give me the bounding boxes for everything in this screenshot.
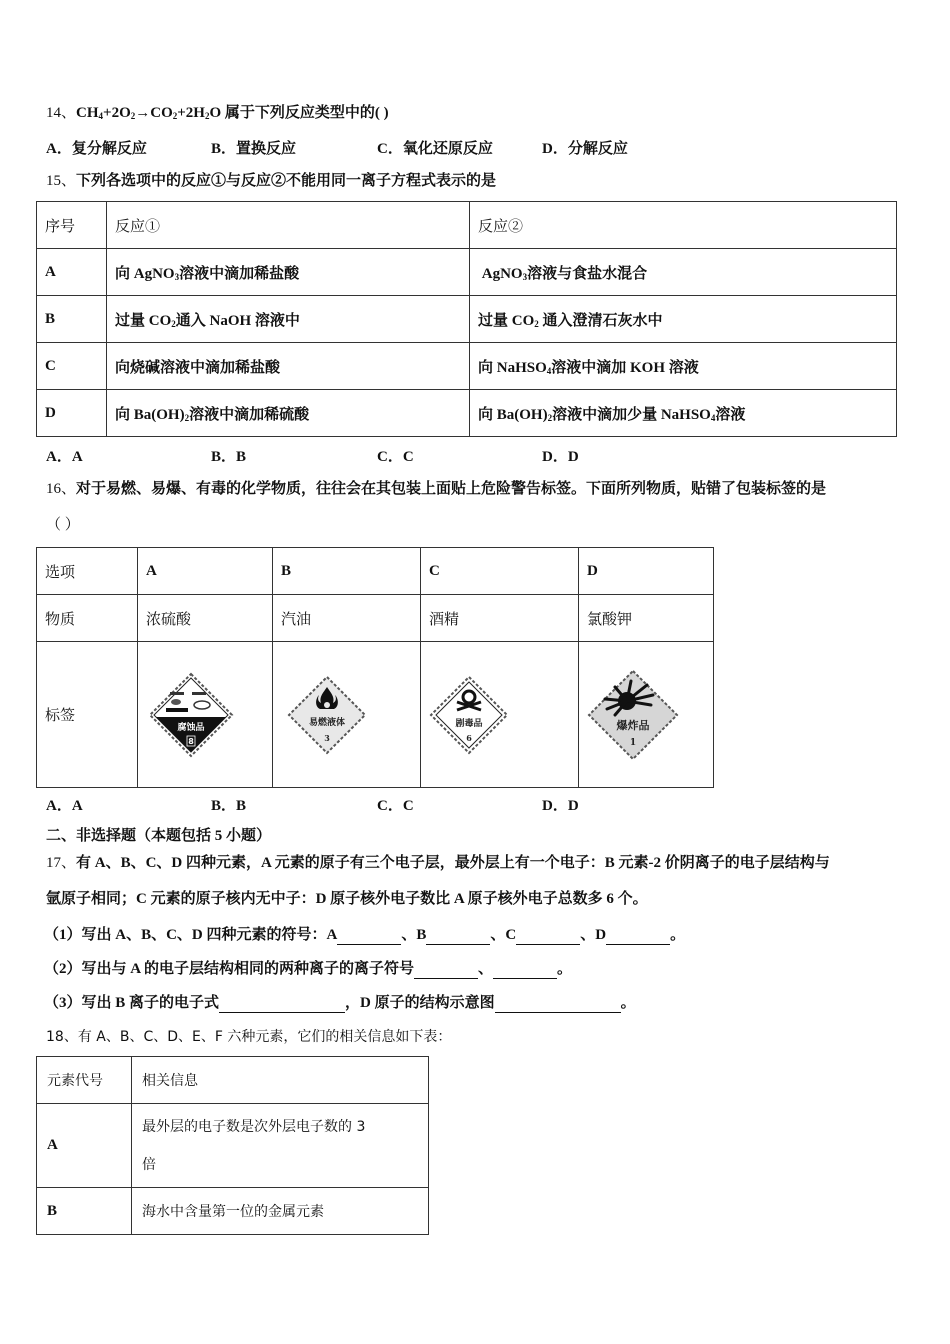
answer-blank-d[interactable]	[606, 929, 670, 945]
answer-blank-electron-formula[interactable]	[219, 997, 345, 1013]
q14-formula: $CH_4+2O_2\to CO_2+2H_2O$	[76, 105, 222, 121]
q16-answer-paren: （ ）	[46, 517, 80, 533]
q14-option-c[interactable]: C．氧化还原反应	[377, 141, 493, 157]
svg-text:剧毒品: 剧毒品	[455, 718, 483, 729]
section-heading: 二、非选择题（本题包括 5 小题）	[46, 828, 272, 844]
flammable-liquid-icon	[287, 675, 367, 755]
q14-number: 14、	[46, 105, 77, 121]
q14-stem-text: 属于下列反应类型中的( )	[224, 105, 389, 121]
answer-blank-b[interactable]	[426, 929, 490, 945]
label-cell-c	[421, 642, 579, 788]
substance-cell: 酒精	[421, 595, 579, 642]
row-label: 标签	[37, 642, 138, 788]
reaction-1-cell: 向烧碱溶液中滴加稀盐酸	[107, 343, 470, 390]
label-cell-d	[579, 642, 714, 788]
option-cell: B	[273, 548, 421, 595]
q17-part1: （1）写出 A、B、C、D 四种元素的符号：A 、B 、C 、D 。	[44, 927, 686, 943]
svg-text:腐蚀品: 腐蚀品	[177, 722, 205, 733]
q15-option-d[interactable]: D．D	[542, 449, 579, 465]
q17-number: 17、	[46, 855, 77, 871]
reaction-2-cell: 过量 $CO_2$ 通入澄清石灰水中	[470, 296, 897, 343]
substance-cell: 汽油	[273, 595, 421, 642]
info-cell: 最外层的电子数是次外层电子数的 3 倍	[132, 1104, 429, 1188]
row-key: A	[37, 249, 107, 296]
q15-option-c[interactable]: C．C	[377, 449, 414, 465]
row-key: C	[37, 343, 107, 390]
answer-blank-ion-2[interactable]	[493, 963, 557, 979]
row-label: 物质	[37, 595, 138, 642]
q15-stem	[46, 171, 496, 191]
q16-stem	[46, 479, 826, 499]
reaction-2-cell: 向 NaHSO$_4$溶液中滴加 KOH 溶液	[470, 343, 897, 390]
q16-option-a[interactable]: A．A	[46, 798, 83, 814]
option-cell: C	[421, 548, 579, 595]
reaction-1-cell: 向 $Ba(OH)_2$溶液中滴加稀硫酸	[107, 390, 470, 437]
q14-stem	[46, 103, 389, 123]
svg-text:爆炸品: 爆炸品	[616, 718, 650, 732]
q15-stem-text: 下列各选项中的反应①与反应②不能用同一离子方程式表示的是	[76, 173, 497, 189]
q14-option-d[interactable]: D．分解反应	[542, 141, 628, 157]
q15-option-a[interactable]: A．A	[46, 449, 83, 465]
table-row	[37, 1104, 429, 1188]
info-cell: 海水中含量第一位的金属元素	[132, 1188, 429, 1235]
table-header-row	[37, 1057, 429, 1104]
table-header-row	[37, 202, 897, 249]
table-row	[37, 249, 897, 296]
header-cell: 元素代号	[37, 1057, 132, 1104]
q14-option-b[interactable]: B．置换反应	[211, 141, 297, 157]
svg-text:3: 3	[324, 732, 330, 743]
table-row-label	[37, 642, 714, 788]
q18-table	[36, 1056, 429, 1235]
answer-blank-ion-1[interactable]	[414, 963, 478, 979]
q17-stem-line1: 17、有 A、B、C、D 四种元素，A 元素的原子有三个电子层，最外层上有一个电子：B 元素-2 价阴离子的电子层结构与	[46, 855, 830, 871]
q14-option-a[interactable]: A．复分解反应	[46, 141, 147, 157]
q15-option-b[interactable]: B．B	[211, 449, 247, 465]
table-row	[37, 1188, 429, 1235]
svg-text:1: 1	[629, 737, 637, 748]
q15-table	[36, 201, 897, 437]
svg-text:6: 6	[466, 732, 472, 743]
substance-cell: 氯酸钾	[579, 595, 714, 642]
row-key: B	[37, 296, 107, 343]
q17-stem-line2: 氩原子相同；C 元素的原子核内无中子：D 原子核外电子数比 A 原子核外电子总数多 6 个。	[46, 891, 648, 907]
svg-text:易燃液体: 易燃液体	[308, 717, 346, 728]
table-row-option	[37, 548, 714, 595]
answer-blank-structure-diagram[interactable]	[495, 997, 621, 1013]
q16-option-c[interactable]: C．C	[377, 798, 414, 814]
row-key: A	[37, 1104, 132, 1188]
q15-number: 15、	[46, 173, 77, 189]
table-row	[37, 343, 897, 390]
label-cell-b	[273, 642, 421, 788]
explosive-icon	[587, 669, 679, 761]
row-label: 选项	[37, 548, 138, 595]
q16-option-d[interactable]: D．D	[542, 798, 579, 814]
q17-part2: （2）写出与 A 的电子层结构相同的两种离子的离子符号 、 。	[44, 961, 573, 977]
header-cell: 反应②	[470, 202, 897, 249]
table-row	[37, 296, 897, 343]
q18-number: 18、	[46, 1029, 78, 1045]
reaction-1-cell: 向 AgNO$_3$溶液中滴加稀盐酸	[107, 249, 470, 296]
q16-stem-text: 对于易燃、易爆、有毒的化学物质，往往会在其包装上面贴上危险警告标签。下面所列物质，贴错了包装标签的是	[76, 481, 827, 497]
q18-stem: 18、有 A、B、C、D、E、F 六种元素，它们的相关信息如下表：	[46, 1029, 452, 1045]
q17-part3: （3）写出 B 离子的电子式 ，D 原子的结构示意图 。	[44, 995, 636, 1011]
label-cell-a	[138, 642, 273, 788]
table-row-substance	[37, 595, 714, 642]
option-cell: A	[138, 548, 273, 595]
q16-table	[36, 547, 714, 788]
table-row	[37, 390, 897, 437]
answer-blank-a[interactable]	[337, 929, 401, 945]
reaction-1-cell: 过量 $CO_2$通入 NaOH 溶液中	[107, 296, 470, 343]
header-cell: 反应①	[107, 202, 470, 249]
corrosive-icon	[148, 672, 234, 758]
header-cell: 序号	[37, 202, 107, 249]
row-key: D	[37, 390, 107, 437]
q16-option-b[interactable]: B．B	[211, 798, 247, 814]
substance-cell: 浓硫酸	[138, 595, 273, 642]
q16-number: 16、	[46, 481, 77, 497]
svg-text:8: 8	[188, 736, 194, 746]
row-key: B	[37, 1188, 132, 1235]
toxic-skull-icon	[429, 675, 509, 755]
answer-blank-c[interactable]	[516, 929, 580, 945]
reaction-2-cell: 向 $Ba(OH)_2$溶液中滴加少量 NaHSO$_4$溶液	[470, 390, 897, 437]
option-cell: D	[579, 548, 714, 595]
header-cell: 相关信息	[132, 1057, 429, 1104]
reaction-2-cell: AgNO$_3$溶液与食盐水混合	[470, 249, 897, 296]
